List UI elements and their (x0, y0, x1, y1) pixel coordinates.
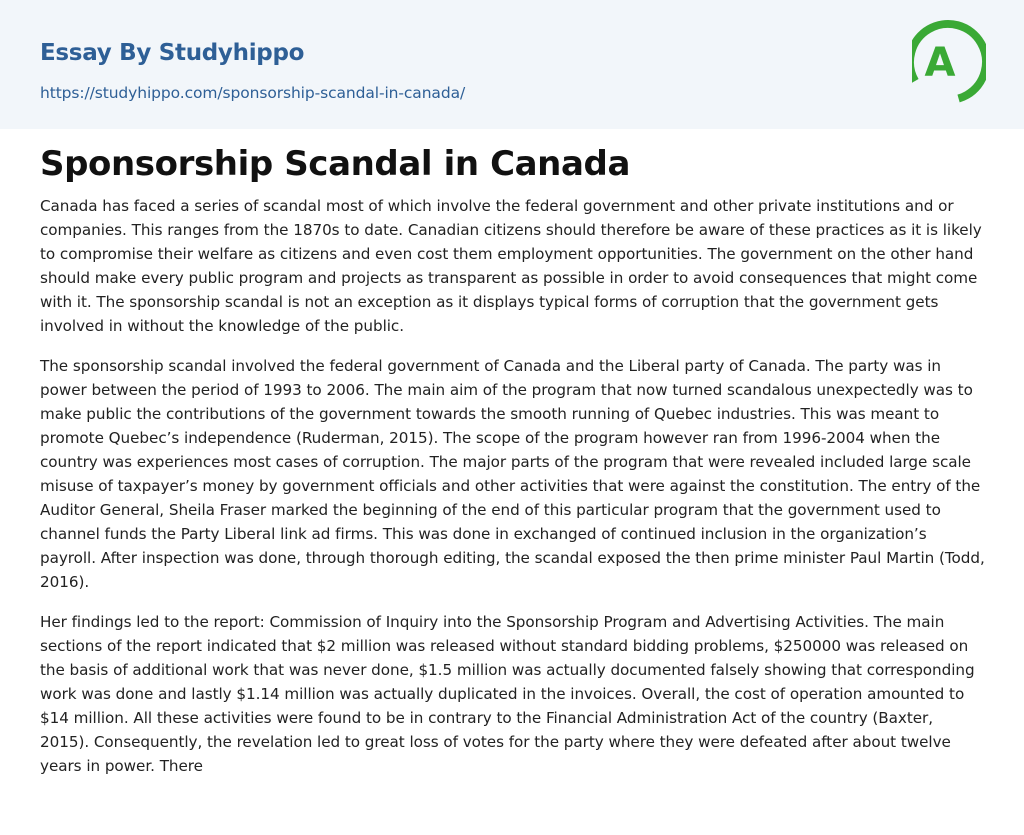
essay-paragraph: Canada has faced a series of scandal most of which involve the federal government and other private institutions and or companies. This ranges from the 1870s to date. Canadian citizens should therefore be aware of these practices as it is likely to compromise their welfare as citizens and even cost them employment opportunities. The government on the other hand should make every public program and projects as transparent as possible in order to avoid consequences that might come with it. The sponsorship scandal is not an exception as it displays typical forms of corruption that the government gets involved in without the knowledge of the public. (40, 197, 982, 335)
page-title: Sponsorship Scandal in Canada (40, 144, 631, 184)
essay-paragraph: Her findings led to the report: Commission of Inquiry into the Sponsorship Program and Advertising Activities. The main sections of the report indicated that $2 million was released without standard bidding problems, $250000 was released on the basis of additional work that was never done, $1.5 million was actually documented falsely showing that corresponding work was done and lastly $1.14 million was actually duplicated in the invoices. Overall, the cost of operation amounted to $14 million. All these activities were found to be in contrary to the Financial Administration Act of the country (Baxter, 2015). Consequently, the revelation led to great loss of votes for the party where they were defeated after about twelve years in power. There (40, 613, 975, 775)
brand-title[interactable]: Essay By Studyhippo (40, 40, 305, 66)
site-header (0, 0, 1024, 129)
studyhippo-logo-icon[interactable] (912, 19, 986, 105)
essay-paragraph: The sponsorship scandal involved the federal government of Canada and the Liberal party of Canada. The party was in power between the period of 1993 to 2006. The main aim of the program that now turned scandalous unexpectedly was to make public the contributions of the government towards the smooth running of Quebec industries. This was meant to promote Quebec’s independence (Ruderman, 2015). The scope of the program however ran from 1996-2004 when the country was experiences most cases of corruption. The major parts of the program that were revealed included large scale misuse of taxpayer’s money by government officials and other activities that were against the constitution. The entry of the Auditor General, Sheila Fraser marked the beginning of the end of this particular program that the government used to channel funds the Party Liberal link ad firms. This was done in exchanged of continued inclusion in the organization’s payroll. After inspection was done, through thorough editing, the scandal exposed the then prime minister Paul Martin (Todd, 2016). (40, 357, 985, 591)
essay-url-link[interactable]: https://studyhippo.com/sponsorship-scandal-in-canada/ (40, 84, 466, 102)
logo-letter: A (924, 40, 956, 86)
essay-body (40, 194, 986, 794)
